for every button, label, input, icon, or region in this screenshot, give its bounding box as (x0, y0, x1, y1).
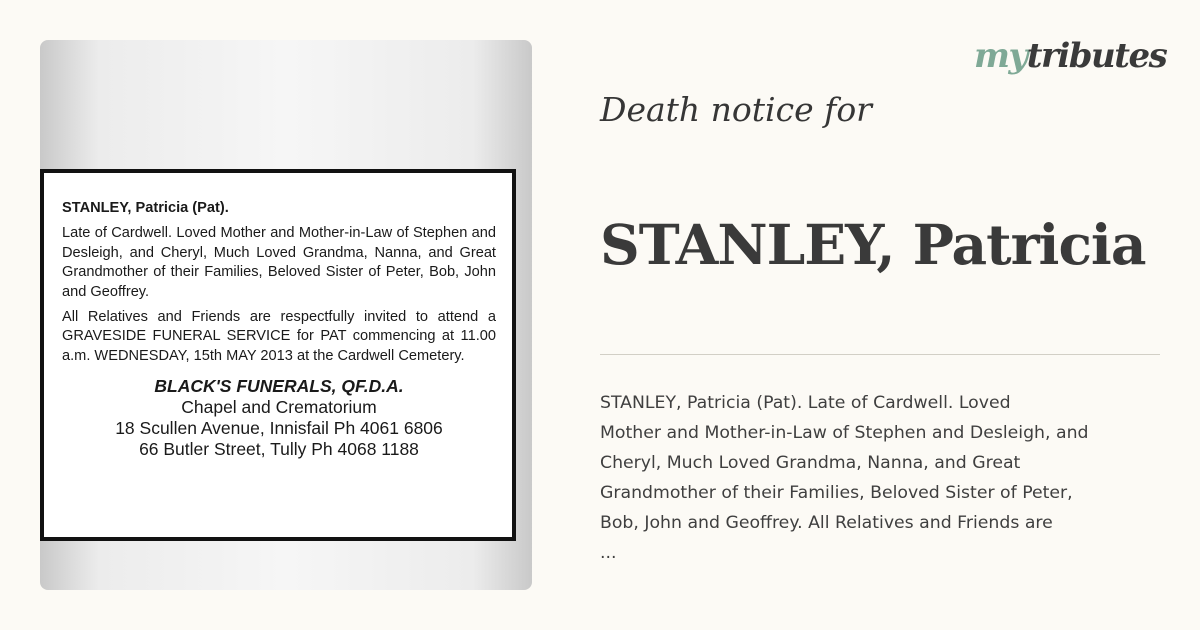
page-kicker: Death notice for (600, 90, 872, 129)
divider (600, 354, 1160, 355)
funeral-address-innisfail: 18 Scullen Avenue, Innisfail Ph 4061 6806 (115, 418, 443, 439)
summary-ellipsis: ... (600, 543, 617, 563)
summary-line: Bob, John and Geoffrey. All Relatives and Friends are (600, 513, 1053, 533)
funeral-director-block (62, 376, 496, 460)
summary-line: Grandmother of their Families, Beloved Sister of Peter, (600, 483, 1073, 503)
logo-my: my (974, 36, 1027, 76)
summary-line: Cheryl, Much Loved Grandma, Nanna, and Great (600, 453, 1021, 473)
logo-tributes: tributes (1026, 36, 1167, 76)
notice-summary (600, 388, 1175, 568)
newspaper-clipping (40, 169, 516, 541)
summary-line: Mother and Mother-in-Law of Stephen and Desleigh, and (600, 423, 1089, 443)
deceased-name-title: STANLEY, Patricia (600, 212, 1146, 277)
funeral-address-tully: 66 Butler Street, Tully Ph 4068 1188 (139, 439, 419, 460)
mytributes-logo[interactable] (974, 36, 1166, 76)
notice-paragraph-service: All Relatives and Friends are respectfully invited to attend a GRAVESIDE FUNERAL SERVICE for PAT commencing at 11.00 a.m. WEDNESDAY, 15th MAY 2013 at the Cardwell Cemetery. (62, 309, 496, 364)
notice-paragraph-family: Late of Cardwell. Loved Mother and Mother-in-Law of Stephen and Desleigh, and Cheryl, Much Loved Grandma, Nanna, and Great Grandmother of their Families, Beloved Sister of Peter, Bob, John and Geoffrey. (62, 225, 496, 300)
notice-photo (40, 40, 532, 590)
notice-heading: STANLEY, Patricia (Pat). (62, 200, 229, 216)
funeral-chapel: Chapel and Crematorium (181, 397, 377, 418)
summary-line: STANLEY, Patricia (Pat). Late of Cardwell. Loved (600, 393, 1011, 413)
funeral-director-name: BLACK'S FUNERALS, QF.D.A. (154, 376, 404, 397)
